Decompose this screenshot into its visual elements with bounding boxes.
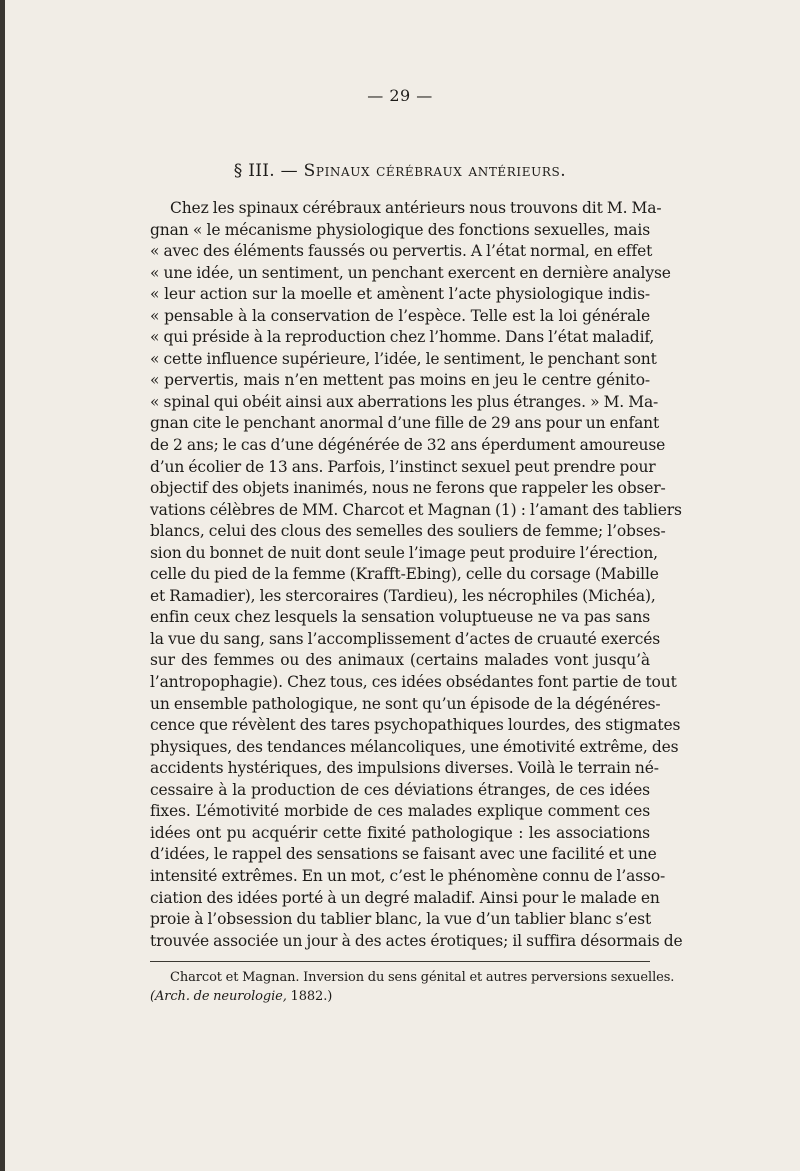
body-line: enfin ceux chez lesquels la sensation voluptueuse ne va pas sans	[150, 608, 650, 627]
body-line: physiques, des tendances mélancoliques, une émotivité extrême, des	[150, 737, 679, 756]
body-line: un ensemble pathologique, ne sont qu’un épisode de la dégénéres-	[150, 694, 661, 713]
body-line: fixes. L’émotivité morbide de ces malades explique comment ces	[150, 802, 650, 821]
body-line: Chez les spinaux cérébraux antérieurs nous trouvons dit M. Ma-	[170, 199, 662, 217]
body-line: l’antropophagie). Chez tous, ces idées obsédantes font partie de tout	[150, 673, 677, 692]
body-line: intensité extrêmes. En un mot, c’est le phénomène connu de l’asso-	[150, 866, 666, 885]
body-line: sur des femmes ou des animaux (certains malades vont jusqu’à	[150, 651, 650, 670]
section-heading	[0, 161, 800, 181]
body-line: blancs, celui des clous des semelles des souliers de femme; l’obses-	[150, 522, 666, 541]
body-line: sion du bonnet de nuit dont seule l’image peut produire l’érection,	[150, 543, 658, 562]
body-line: « une idée, un sentiment, un penchant exercent en dernière analyse	[150, 263, 671, 282]
section-title: Spinaux cérébraux antérieurs.	[303, 161, 567, 181]
body-line: gnan « le mécanisme physiologique des fonctions sexuelles, mais	[150, 220, 650, 239]
body-line: d’un écolier de 13 ans. Parfois, l’instinct sexuel peut prendre pour	[150, 457, 656, 476]
body-line: « pervertis, mais n’en mettent pas moins en jeu le centre génito-	[150, 371, 650, 390]
body-line: proie à l’obsession du tablier blanc, la vue d’un tablier blanc s’est	[150, 910, 652, 929]
body-line: et Ramadier), les stercoraires (Tardieu), les nécrophiles (Michéa),	[150, 586, 656, 605]
body-line: de 2 ans; le cas d’une dégénérée de 32 ans éperdument amoureuse	[150, 436, 666, 455]
body-line: gnan cite le penchant anormal d’une fille de 29 ans pour un enfant	[150, 414, 660, 433]
section-prefix: § III. —	[233, 161, 304, 181]
body-line: ciation des idées porté à un degré maladif. Ainsi pour le malade en	[150, 888, 660, 907]
body-line: objectif des objets inanimés, nous ne ferons que rappeler les obser-	[150, 479, 666, 498]
body-line: « pensable à la conservation de l’espèce. Telle est la loi générale	[150, 306, 650, 325]
footnote-divider	[150, 961, 650, 962]
footnote	[150, 968, 675, 1006]
body-line: vations célèbres de MM. Charcot et Magnan (1) : l’amant des tabliers	[150, 500, 682, 519]
page-number: — 29 —	[367, 86, 433, 105]
body-line: « leur action sur la moelle et amènent l’acte physiologique indis-	[150, 285, 650, 304]
body-line: celle du pied de la femme (Krafft-Ebing), celle du corsage (Mabille	[150, 565, 659, 584]
footnote-line: Charcot et Magnan. Inversion du sens génital et autres perversions sexuelles.	[170, 970, 675, 985]
body-text	[150, 198, 683, 952]
body-line: cence que révèlent des tares psychopathiques lourdes, des stigmates	[150, 716, 681, 735]
footnote-year: 1882.)	[286, 989, 333, 1004]
body-line: la vue du sang, sans l’accomplissement d’actes de cruauté exercés	[150, 629, 661, 648]
body-line: cessaire à la production de ces déviations étranges, de ces idées	[150, 780, 650, 799]
body-line: trouvée associée un jour à des actes érotiques; il suffira désormais de	[150, 931, 683, 950]
body-line: d’idées, le rappel des sensations se faisant avec une facilité et une	[150, 845, 657, 864]
footnote-journal: (Arch. de neurologie,	[150, 989, 287, 1004]
body-line: idées ont pu acquérir cette fixité pathologique : les associations	[150, 823, 650, 842]
footnote-line	[150, 987, 650, 1006]
body-line: « spinal qui obéit ainsi aux aberrations les plus étranges. » M. Ma-	[150, 392, 659, 411]
body-line: « avec des éléments faussés ou pervertis. A l’état normal, en effet	[150, 242, 653, 261]
body-line: « qui préside à la reproduction chez l’homme. Dans l’état maladif,	[150, 328, 655, 347]
body-line: accidents hystériques, des impulsions diverses. Voilà le terrain né-	[150, 759, 659, 778]
body-line: « cette influence supérieure, l’idée, le sentiment, le penchant sont	[150, 349, 657, 368]
